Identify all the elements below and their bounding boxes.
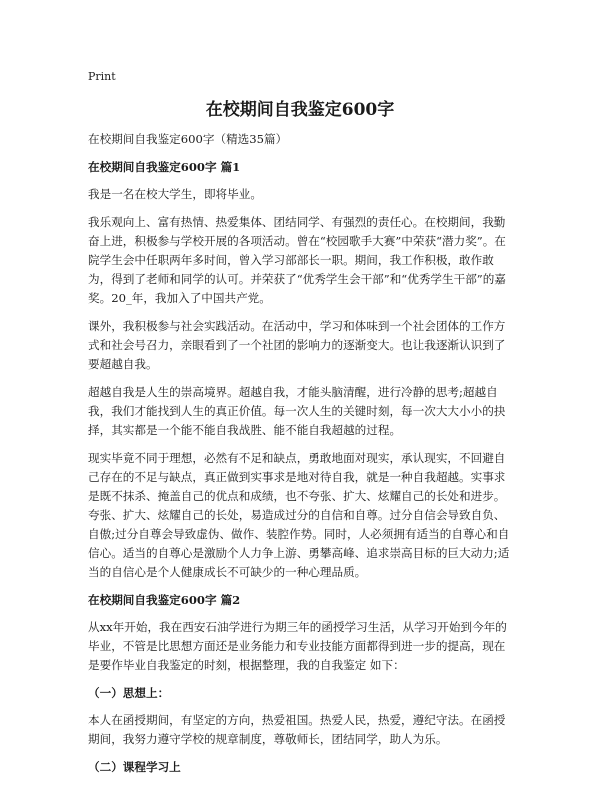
subsection-heading-thought: （一）思想上： [88, 686, 170, 700]
document-body [88, 130, 516, 785]
page-title: 在校期间自我鉴定600字 [205, 100, 395, 120]
print-link[interactable]: Print [88, 70, 116, 83]
paragraph: 从xx年开始，我在西安石油学进行为期三年的函授学习生活，从学习开始到今年的毕业，不管是比思想方面还是业务能力和专业技能方面都得到进一步的提高，现在是要作毕业自我鉴定的时刻，根据整理，我的自我鉴定 如下： [88, 620, 507, 672]
paragraph: 我是一名在校大学生，即将毕业。 [88, 187, 262, 201]
paragraph: 我乐观向上、富有热情、热爱集体、团结同学、有强烈的责任心。在校期间，我勤奋上进，积极参与学校开展的各项活动。曾在“校园歌手大赛”中荣获“潜力奖”。在院学生会中任职两年多时间，曾入学习部部长一职。期间，我工作积极，敢作敢为，得到了老师和同学的认可。并荣获了“优秀学生会干部”和“优秀学生干部”的嘉奖。20_年，我加入了中国共产党。 [88, 215, 506, 305]
paragraph: 超越自我是人生的崇高境界。超越自我，才能头脑清醒，进行冷静的思考;超越自我，我们才能找到人生的真正价值。每一次人生的关键时刻，每一次大大小小的抉择，其实都是一个能不能自我战胜、能不能自我超越的过程。 [88, 385, 506, 437]
section-heading-1: 在校期间自我鉴定600字 篇1 [88, 160, 241, 174]
section-heading-2: 在校期间自我鉴定600字 篇2 [88, 593, 241, 607]
document-subtitle: 在校期间自我鉴定600字（精选35篇） [88, 132, 288, 146]
paragraph: 本人在函授期间，有坚定的方向，热爱祖国。热爱人民，热爱，遵纪守法。在函授期间，我努力遵守学校的规章制度，尊敬师长，团结同学，助人为乐。 [88, 713, 506, 746]
paragraph: 现实毕竟不同于理想，必然有不足和缺点，勇敢地面对现实，承认现实，不回避自己存在的不足与缺点，真正做到实事求是地对待自我，就是一种自我超越。实事求是既不抹杀、掩盖自己的优点和成绩，也不夸张、扩大、炫耀自己的长处和进步。夸张、扩大、炫耀自己的长处，易造成过分的自信和自尊。过分自信会导致自负、自傲;过分自尊会导致虚伪、做作、装腔作势。同时，人必须拥有适当的自尊心和自信心。适当的自尊心是激励个人力争上游、勇攀高峰、追求崇高目标的巨大动力;适当的自信心是个人健康成长不可缺少的一种心理品质。 [88, 451, 510, 579]
paragraph: 课外，我积极参与社会实践活动。在活动中，学习和体味到一个社会团体的工作方式和社会号召力，亲眼看到了一个社团的影响力的逐渐变大。也让我逐渐认识到了要超越自我。 [88, 319, 506, 371]
subsection-heading-coursework: （二）课程学习上 [88, 760, 181, 774]
